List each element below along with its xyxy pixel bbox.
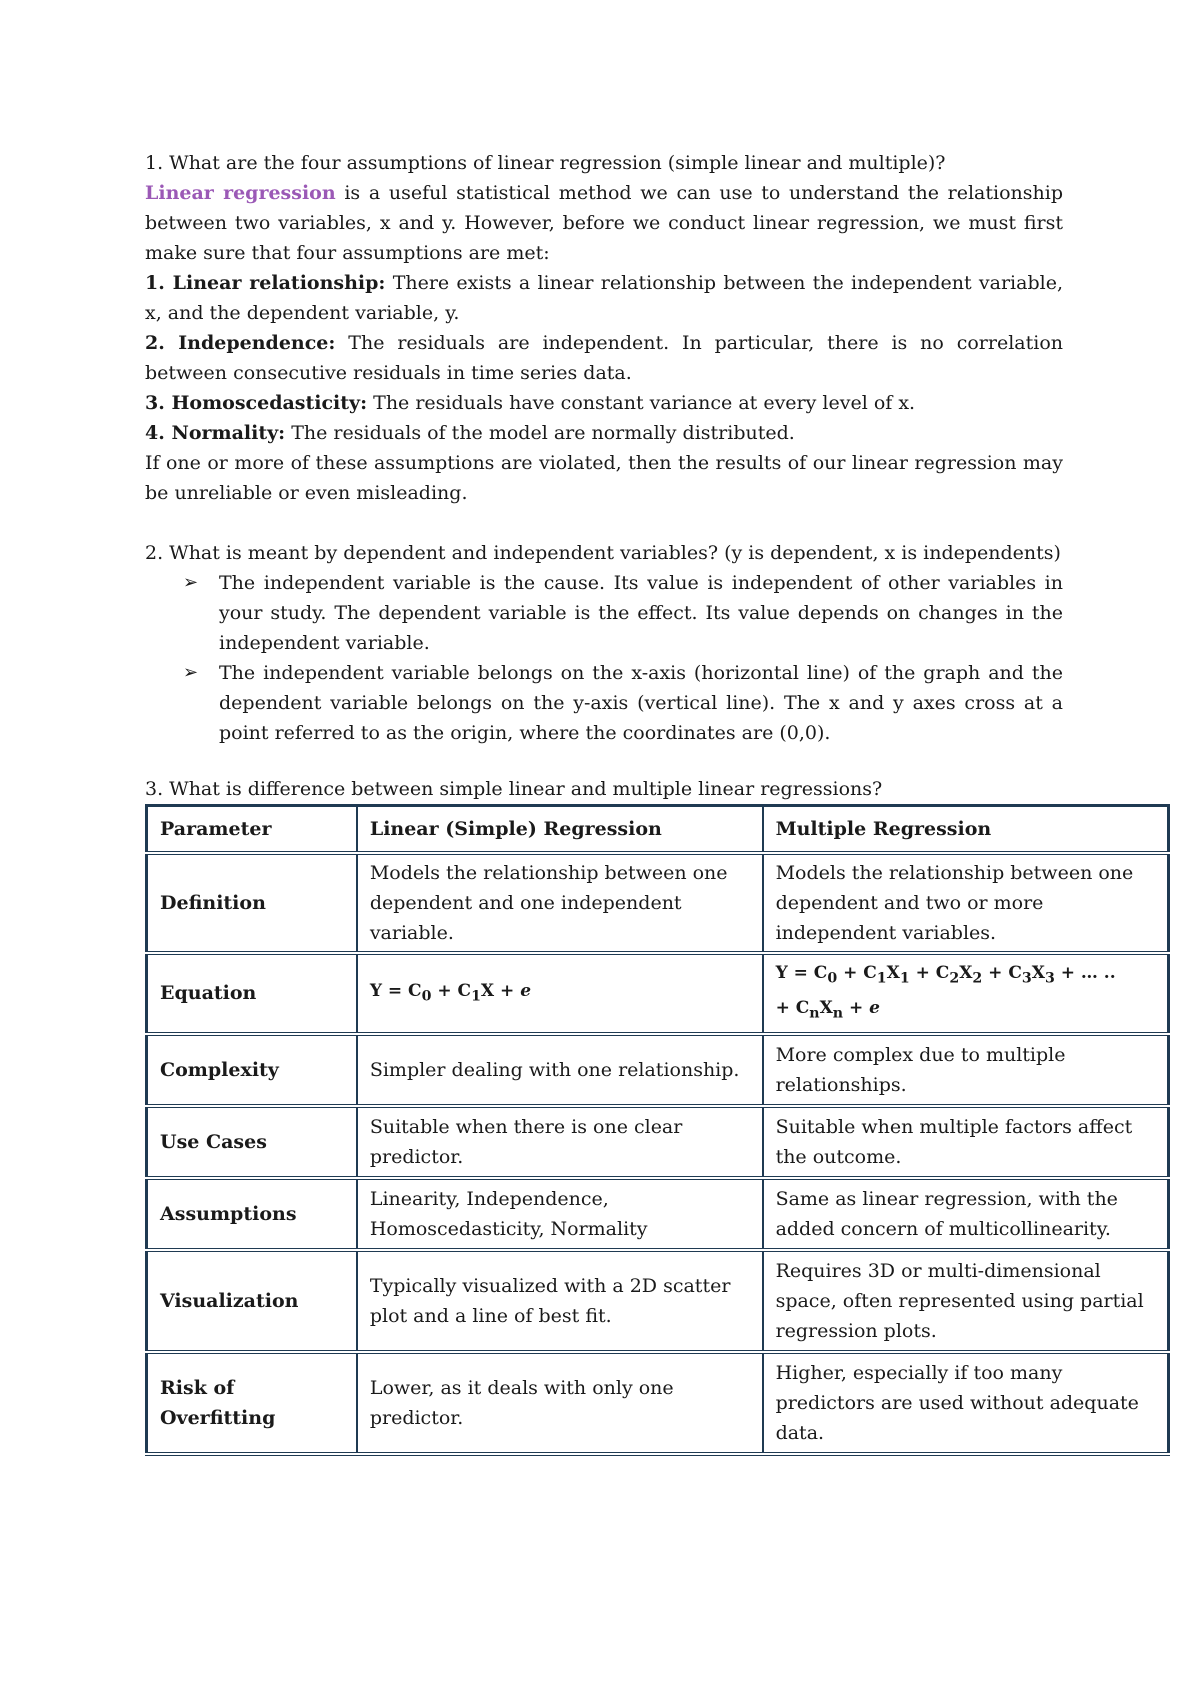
assumption-item	[145, 328, 1063, 388]
assumption-label: 2. Independence:	[145, 332, 336, 354]
row-simple: Suitable when there is one clear predictor.	[357, 1106, 763, 1178]
row-multiple: Models the relationship between one dependent and two or more independent variables.	[763, 853, 1169, 953]
bullet-text: The independent variable is the cause. Its value is independent of other variables in your study. The dependent variable is the effect. Its value depends on changes in the independent variable.	[219, 572, 1063, 654]
table-row	[147, 853, 1169, 953]
row-parameter: Assumptions	[147, 1178, 357, 1250]
row-parameter: Definition	[147, 853, 357, 953]
table-header-row	[147, 806, 1169, 854]
row-parameter: Equation	[147, 953, 357, 1034]
document-content	[145, 148, 1144, 1456]
assumption-label: 4. Normality:	[145, 422, 286, 444]
assumption-text: The residuals have constant variance at every level of x.	[367, 392, 916, 414]
table-row	[147, 1178, 1169, 1250]
q1-section	[145, 148, 1063, 508]
assumption-item	[145, 268, 1063, 328]
row-parameter: Use Cases	[147, 1106, 357, 1178]
table-row	[147, 953, 1169, 1034]
table-row	[147, 1106, 1169, 1178]
comparison-table	[145, 804, 1170, 1456]
q1-intro-text: is a useful statistical method we can use to understand the relationship between two variables, x and y. However, before we conduct linear regression, we must first make sure that four assumptions are met:	[145, 182, 1063, 264]
row-parameter: Visualization	[147, 1250, 357, 1352]
row-multiple: Higher, especially if too many predictors are used without adequate data.	[763, 1352, 1169, 1454]
row-simple: Typically visualized with a 2D scatter plot and a line of best fit.	[357, 1250, 763, 1352]
list-item	[183, 568, 1063, 658]
row-parameter: Complexity	[147, 1034, 357, 1106]
row-simple: Models the relationship between one dependent and one independent variable.	[357, 853, 763, 953]
q2-question: 2. What is meant by dependent and independent variables? (y is dependent, x is independents)	[145, 542, 1061, 564]
assumption-item	[145, 418, 1063, 448]
q1-intro	[145, 178, 1063, 268]
header-simple: Linear (Simple) Regression	[357, 806, 763, 854]
assumption-item	[145, 388, 1063, 418]
table-row	[147, 1352, 1169, 1454]
q1-closing: If one or more of these assumptions are violated, then the results of our linear regression may be unreliable or even misleading.	[145, 452, 1063, 504]
row-multiple: Same as linear regression, with the added concern of multicollinearity.	[763, 1178, 1169, 1250]
bullet-text: The independent variable belongs on the x-axis (horizontal line) of the graph and the dependent variable belongs on the y-axis (vertical line). The x and y axes cross at a point referred to as the origin, where the coordinates are (0,0).	[219, 662, 1063, 744]
simple-equation: $Y = C_0 + C_1X + e$	[357, 953, 763, 1034]
header-parameter: Parameter	[147, 806, 357, 854]
assumption-label: 1. Linear relationship:	[145, 272, 386, 294]
row-multiple: More complex due to multiple relationships.	[763, 1034, 1169, 1106]
row-simple: Simpler dealing with one relationship.	[357, 1034, 763, 1106]
row-parameter: Risk of Overfitting	[147, 1352, 357, 1454]
table-row	[147, 1034, 1169, 1106]
q2-section	[145, 538, 1063, 748]
assumption-text: The residuals are independent. In particular, there is no correlation between consecutive residuals in time series data.	[145, 332, 1063, 384]
row-simple: Linearity, Independence, Homoscedasticity, Normality	[357, 1178, 763, 1250]
q3-question: 3. What is difference between simple linear and multiple linear regressions?	[145, 778, 883, 800]
row-multiple: Suitable when multiple factors affect the outcome.	[763, 1106, 1169, 1178]
multiple-equation: $Y = C_0 + C_1X_1 + C_2X_2 + C_3X_3$ + … .. + $C_nX_n + e$	[763, 953, 1169, 1034]
arrow-bullet-icon: ➢	[183, 572, 199, 593]
table-row	[147, 1250, 1169, 1352]
header-multiple: Multiple Regression	[763, 806, 1169, 854]
linear-regression-link[interactable]: Linear regression	[145, 182, 336, 204]
assumption-label: 3. Homoscedasticity:	[145, 392, 368, 414]
arrow-bullet-icon: ➢	[183, 662, 199, 683]
assumption-text: The residuals of the model are normally distributed.	[285, 422, 795, 444]
row-multiple: Requires 3D or multi-dimensional space, often represented using partial regression plots.	[763, 1250, 1169, 1352]
q1-question: 1. What are the four assumptions of linear regression (simple linear and multiple)?	[145, 152, 946, 174]
assumption-text: There exists a linear relationship between the independent variable, x, and the dependent variable, y.	[145, 272, 1063, 324]
row-simple: Lower, as it deals with only one predictor.	[357, 1352, 763, 1454]
list-item	[183, 658, 1063, 748]
q2-bullet-list	[145, 568, 1063, 748]
